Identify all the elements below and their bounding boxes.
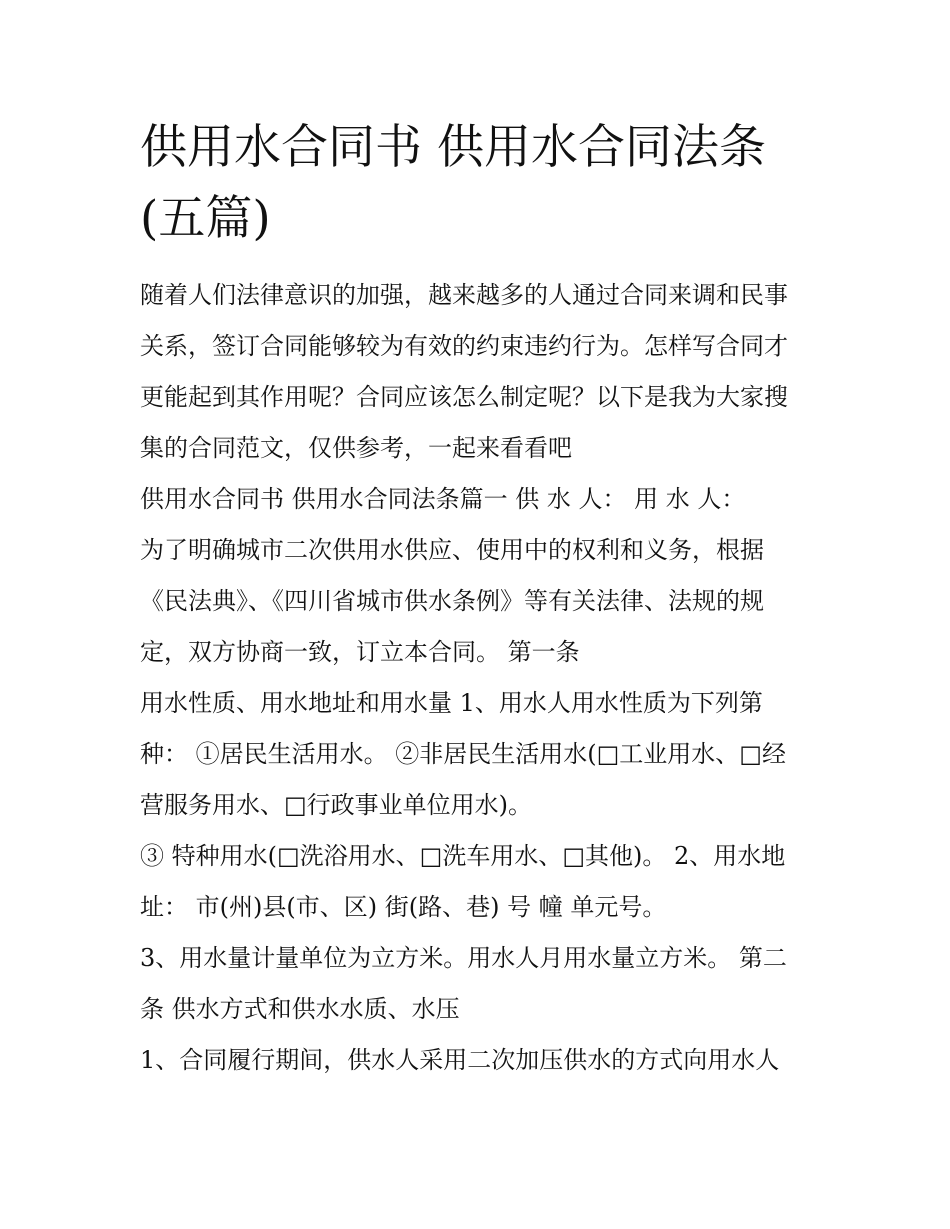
body-line: 为了明确城市二次供用水供应、使用中的权利和义务，根据 [140,536,764,564]
document-page [140,112,820,1086]
body-line: 随着人们法律意识的加强，越来越多的人通过合同来调和民事 [140,281,788,309]
document-title [140,112,820,254]
body-line: 供用水合同书 供用水合同法条篇一 供 水 人： 用 水 人： [140,485,746,513]
body-line: 《民法典》、《四川省城市供水条例》等有关法律、法规的规 [140,587,764,615]
body-line: 址： 市(州)县(市、区) 街(路、巷) 号 幢 单元号。 [140,893,667,921]
body-line: 种： ①居民生活用水。 ②非居民生活用水(□工业用水、□经 [140,740,786,768]
body-line: 定，双方协商一致，订立本合同。 第一条 [140,638,580,666]
document-body [140,270,820,1086]
body-line: 营服务用水、□行政事业单位用水)。 [140,791,533,819]
title-line-1: 供用水合同书 供用水合同法条 [140,120,766,175]
body-line: 用水性质、用水地址和用水量 1、用水人用水性质为下列第 [140,689,763,717]
body-line: 集的合同范文，仅供参考，一起来看看吧 [140,434,572,462]
body-line: 更能起到其作用呢？合同应该怎么制定呢？以下是我为大家搜 [140,383,788,411]
body-line: ③ 特种用水(□洗浴用水、□洗车用水、□其他)。 2、用水地 [140,842,786,870]
body-line: 条 供水方式和供水水质、水压 [140,995,460,1023]
title-line-2: (五篇) [140,191,271,246]
body-line: 3、用水量计量单位为立方米。用水人月用水量立方米。 第二 [140,944,787,972]
body-line: 1、合同履行期间，供水人采用二次加压供水的方式向用水人 [140,1046,780,1074]
body-line: 关系，签订合同能够较为有效的约束违约行为。怎样写合同才 [140,332,788,360]
